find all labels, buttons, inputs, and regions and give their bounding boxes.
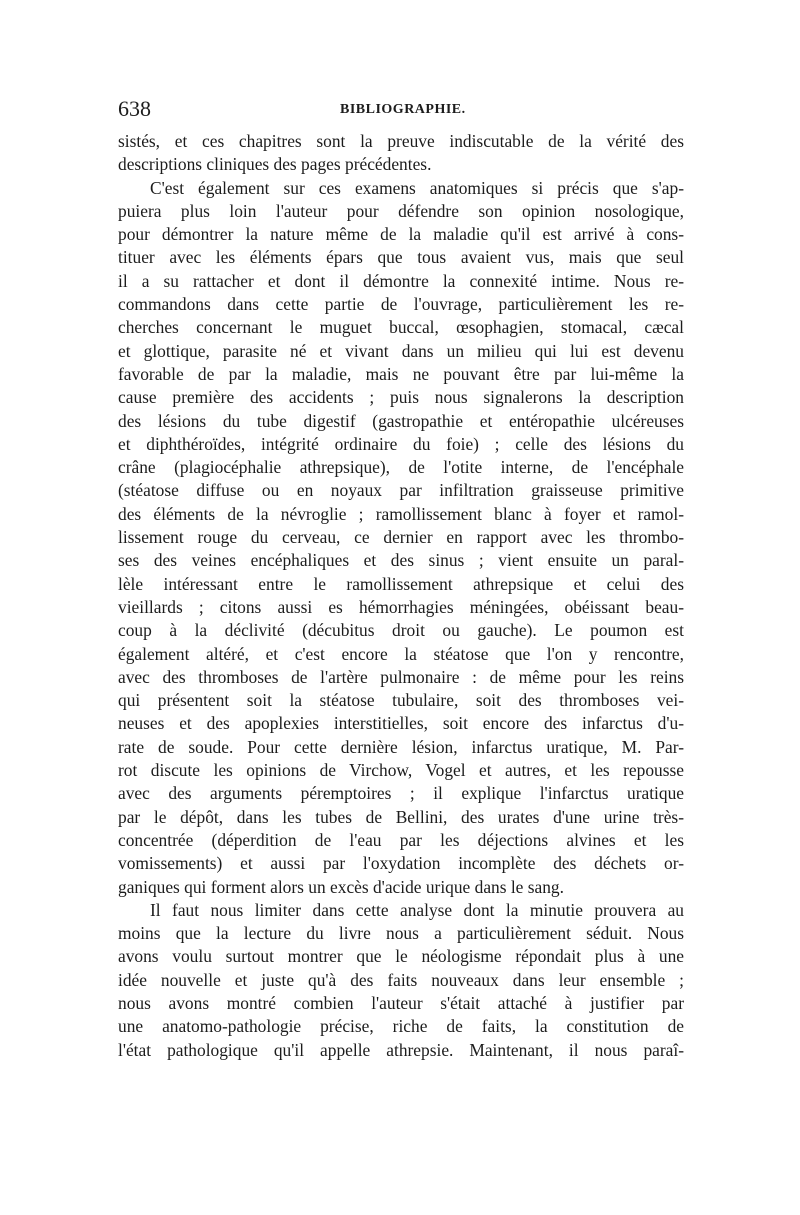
text-line: coup à la déclivité (décubitus droit ou gauche). Le poumon est: [118, 620, 684, 641]
text-line: avec des arguments péremptoires ; il explique l'infarctus uratique: [118, 783, 684, 804]
text-line: neuses et des apoplexies interstitielles, soit encore des infarctus d'u-: [118, 713, 684, 734]
text-line: Il faut nous limiter dans cette analyse dont la minutie prouvera au: [150, 899, 684, 920]
text-line: sistés, et ces chapitres sont la preuve indiscutable de la vérité des: [118, 131, 684, 151]
text-line: qui présentent soit la stéatose tubulaire, soit des thromboses vei-: [118, 690, 684, 711]
text-line: favorable de par la maladie, mais ne pouvant être par lui-même la: [118, 363, 684, 384]
text-line: rot discute les opinions de Virchow, Vogel et autres, et les repousse: [118, 760, 684, 781]
text-line: cherches concernant le muguet buccal, œsophagien, stomacal, cæcal: [118, 317, 684, 338]
text-line: idée nouvelle et juste qu'à des faits nouveaux dans leur ensemble ;: [118, 969, 684, 990]
text-line: avec des thromboses de l'artère pulmonaire : de même pour les reins: [118, 666, 684, 687]
text-line: nous avons montré combien l'auteur s'était attaché à justifier par: [118, 992, 684, 1013]
text-line: avons voulu surtout montrer que le néologisme répondait plus à une: [118, 946, 684, 967]
text-line: il a su rattacher et dont il démontre la connexité intime. Nous re-: [118, 270, 684, 291]
text-line: ses des veines encéphaliques et des sinus ; vient ensuite un paral-: [118, 550, 684, 571]
text-line: vomissements) et aussi par l'oxydation incomplète des déchets or-: [118, 853, 684, 874]
text-line: vieillards ; citons aussi es hémorrhagies méningées, obéissant beau-: [118, 596, 684, 617]
text-line: puiera plus loin l'auteur pour défendre son opinion nosologique,: [118, 200, 684, 221]
text-line: des éléments de la névroglie ; ramollissement blanc à foyer et ramol-: [118, 503, 684, 524]
text-line: et diphthéroïdes, intégrité ordinaire du foie) ; celle des lésions du: [118, 433, 684, 454]
page-number: 638: [118, 96, 151, 121]
text-line: moins que la lecture du livre nous a particulièrement séduit. Nous: [118, 923, 684, 944]
text-line: C'est également sur ces examens anatomiques si précis que s'ap-: [150, 177, 684, 198]
text-line: lissement rouge du cerveau, ce dernier en rapport avec les thrombo-: [118, 527, 684, 548]
text-line: cause première des accidents ; puis nous signalerons la description: [118, 387, 684, 408]
text-line: lèle intéressant entre le ramollissement athrepsique et celui des: [118, 573, 684, 594]
text-line: par le dépôt, dans les tubes de Bellini, des urates d'une urine très-: [118, 806, 684, 827]
running-title: BIBLIOGRAPHIE.: [340, 102, 466, 117]
text-line: l'état pathologique qu'il appelle athrepsie. Maintenant, il nous paraî-: [118, 1039, 684, 1060]
text-line: concentrée (déperdition de l'eau par les déjections alvines et les: [118, 829, 684, 850]
body-text: [118, 130, 684, 1062]
text-line: rate de soude. Pour cette dernière lésion, infarctus uratique, M. Par-: [118, 736, 684, 757]
page-header: [118, 96, 682, 126]
text-line: pour démontrer la nature même de la maladie qu'il est arrivé à cons-: [118, 224, 684, 245]
text-line: tituer avec les éléments épars que tous avaient vus, mais que seul: [118, 247, 684, 268]
text-line: (stéatose diffuse ou en noyaux par infiltration graisseuse primitive: [118, 480, 684, 501]
text-line: des lésions du tube digestif (gastropathie et entéropathie ulcéreuses: [118, 410, 684, 431]
text-line: descriptions cliniques des pages précédentes.: [118, 154, 432, 175]
text-line: une anatomo-pathologie précise, riche de faits, la constitution de: [118, 1016, 684, 1037]
text-line: commandons dans cette partie de l'ouvrage, particulièrement les re-: [118, 294, 684, 315]
text-line: et glottique, parasite né et vivant dans un milieu qui lui est devenu: [118, 340, 684, 361]
text-line: ganiques qui forment alors un excès d'acide urique dans le sang.: [118, 876, 564, 897]
text-line: crâne (plagiocéphalie athrepsique), de l'otite interne, de l'encéphale: [118, 457, 684, 478]
text-line: également altéré, et c'est encore la stéatose que l'on y rencontre,: [118, 643, 684, 664]
